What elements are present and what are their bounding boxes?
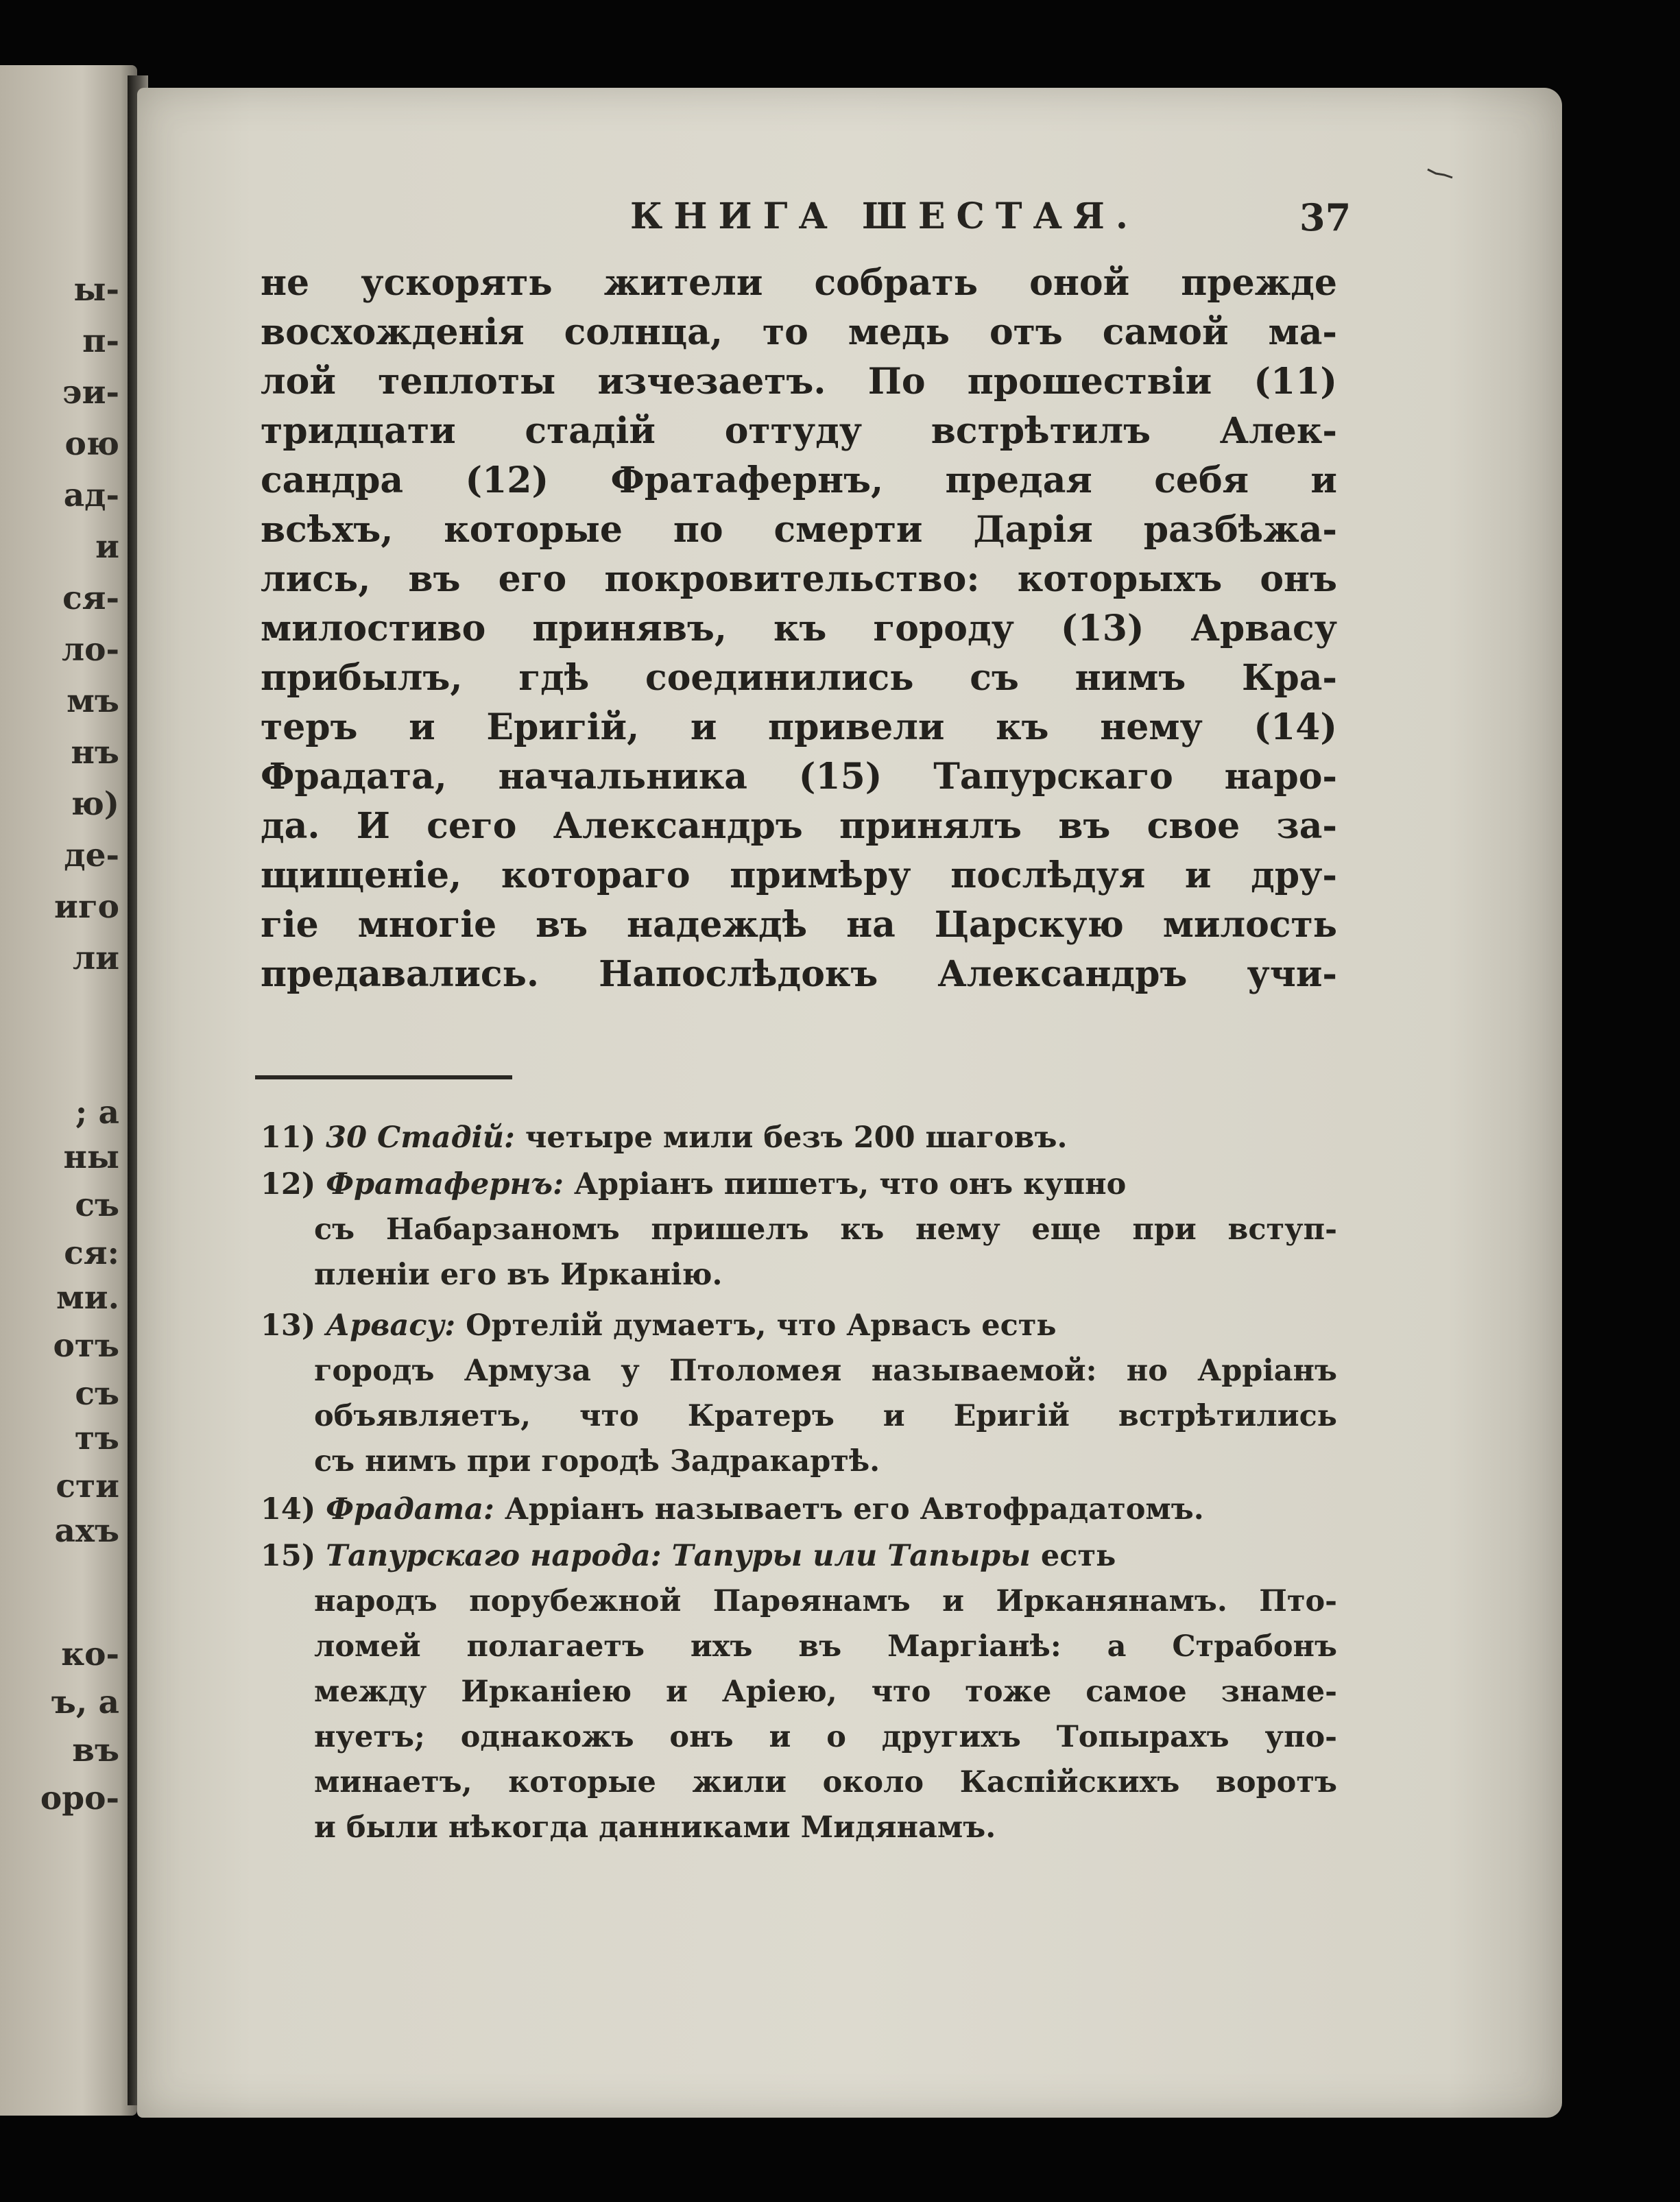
body-line: щищеніе, котораго примѣру послѣдуя и дру- bbox=[261, 854, 1337, 896]
footnote-term: Арвасу: bbox=[326, 1308, 456, 1343]
footnote-12-line: съ Набарзаномъ пришелъ къ нему еще при вступ- bbox=[314, 1212, 1337, 1247]
footnote-15-line: и были нѣкогда данниками Мидянамъ. bbox=[314, 1810, 996, 1845]
left-page-fragment: п- bbox=[82, 322, 119, 360]
footnote-14 bbox=[261, 1489, 1337, 1529]
left-page-fragment: ко- bbox=[61, 1636, 119, 1673]
body-line: не ускорять жители собрать оной прежде bbox=[261, 262, 1337, 304]
body-line: предавались. Напослѣдокъ Александръ учи- bbox=[261, 953, 1337, 995]
left-page-fragment: съ bbox=[75, 1186, 119, 1224]
footnote-term: Фрадата: bbox=[326, 1492, 494, 1527]
left-page-fragment: ся: bbox=[64, 1234, 119, 1272]
ink-blemish bbox=[1426, 167, 1454, 180]
body-line: лой теплоты изчезаетъ. По прошествіи (11) bbox=[261, 361, 1337, 403]
body-line: Фрадата, начальника (15) Тапурскаго наро- bbox=[261, 756, 1337, 798]
left-page-fragment: ою bbox=[64, 425, 119, 463]
body-line: восхожденія солнца, то медь отъ самой ма- bbox=[261, 311, 1337, 353]
footnote-15-line: нуетъ; однакожъ онъ и о другихъ Топырахъ упо- bbox=[314, 1720, 1337, 1754]
left-page-fragment: ми. bbox=[56, 1279, 119, 1317]
footnote-11 bbox=[261, 1118, 1337, 1158]
page-number: 37 bbox=[1299, 195, 1352, 239]
right-page bbox=[137, 88, 1562, 2118]
footnote-number: 13) bbox=[261, 1308, 316, 1343]
footnote-15 bbox=[261, 1536, 1337, 1576]
footnote-15-line: между Ирканіею и Аріею, что тоже самое знаме- bbox=[314, 1675, 1337, 1709]
body-line: прибылъ, гдѣ соединились съ нимъ Кра- bbox=[261, 657, 1337, 699]
body-line: милостиво принявъ, къ городу (13) Арвасу bbox=[261, 608, 1337, 649]
footnote-text: есть bbox=[1040, 1539, 1116, 1573]
body-line: теръ и Еригій, и привели къ нему (14) bbox=[261, 706, 1337, 748]
left-page-fragment: де- bbox=[64, 837, 119, 874]
footnote-text: четыре мили безъ 200 шаговъ. bbox=[525, 1121, 1068, 1155]
footnote-number: 15) bbox=[261, 1539, 316, 1573]
left-page-fragment: оро- bbox=[40, 1780, 119, 1817]
body-line: сандра (12) Фратафернъ, предая себя и bbox=[261, 459, 1337, 501]
left-page-fragment: ло- bbox=[62, 631, 119, 669]
footnote-number: 12) bbox=[261, 1167, 316, 1201]
body-line: лись, въ его покровительство: которыхъ онъ bbox=[261, 558, 1337, 600]
footnote-term: Тапурскаго народа: Тапуры или Тапыры bbox=[326, 1539, 1031, 1573]
left-page-fragment: ы- bbox=[73, 271, 119, 309]
left-page-fragment: ад- bbox=[63, 477, 119, 514]
footnote-number: 14) bbox=[261, 1492, 316, 1527]
footnote-13-line: городъ Армуза у Птоломея называемой: но Арріанъ bbox=[314, 1354, 1337, 1388]
footnote-15-line: ломей полагаетъ ихъ въ Маргіанѣ: а Страбонъ bbox=[314, 1629, 1337, 1664]
left-page-edge bbox=[0, 65, 137, 2116]
left-page-fragment: ъ, а bbox=[51, 1684, 119, 1721]
footnote-text: Арріанъ называетъ его Автофрадатомъ. bbox=[504, 1492, 1204, 1527]
footnote-rule bbox=[255, 1075, 512, 1079]
left-page-fragment: ны bbox=[63, 1138, 119, 1176]
footnote-13 bbox=[261, 1306, 1337, 1345]
footnote-12 bbox=[261, 1164, 1337, 1204]
footnote-number: 11) bbox=[261, 1121, 316, 1155]
left-page-fragment: въ bbox=[72, 1732, 119, 1769]
left-page-fragment: ; а bbox=[75, 1094, 119, 1132]
footnote-text: Арріанъ пишетъ, что онъ купно bbox=[573, 1167, 1127, 1201]
left-page-fragment: сти bbox=[56, 1468, 119, 1505]
body-line: всѣхъ, которые по смерти Дарія разбѣжа- bbox=[261, 509, 1337, 551]
left-page-fragment: эи- bbox=[62, 374, 119, 411]
footnote-term: Фратафернъ: bbox=[326, 1167, 564, 1201]
left-page-fragment: ся- bbox=[62, 579, 119, 617]
footnote-13-line: объявляетъ, что Кратеръ и Еригій встрѣтились bbox=[314, 1399, 1337, 1433]
left-page-fragment: ли bbox=[73, 940, 119, 977]
footnote-text: Ортелій думаетъ, что Арвасъ есть bbox=[466, 1308, 1057, 1343]
running-head: КНИГА ШЕСТАЯ. bbox=[630, 195, 1139, 237]
footnote-term: 30 Стадій: bbox=[326, 1121, 515, 1155]
footnote-12-line: пленіи его въ Ирканію. bbox=[314, 1258, 723, 1292]
body-line: гіе многіе въ надеждѣ на Царскую милость bbox=[261, 904, 1337, 946]
body-line: тридцати стадій оттуду встрѣтилъ Алек- bbox=[261, 410, 1337, 452]
footnote-15-line: народъ порубежной Парѳянамъ и Ирканянамъ. Пто- bbox=[314, 1584, 1337, 1618]
left-page-fragment: мъ bbox=[67, 682, 119, 720]
left-page-fragment: отъ bbox=[53, 1327, 119, 1365]
left-page-fragment: и bbox=[95, 528, 119, 566]
left-page-fragment: ахъ bbox=[54, 1512, 119, 1550]
footnote-15-line: минаетъ, которые жили около Каспійскихъ воротъ bbox=[314, 1765, 1337, 1799]
left-page-fragment: съ bbox=[75, 1375, 119, 1413]
left-page-fragment: тъ bbox=[74, 1420, 119, 1457]
left-page-fragment: иго bbox=[53, 888, 119, 926]
left-page-fragment: ю) bbox=[71, 785, 119, 823]
left-page-fragment: нъ bbox=[71, 734, 119, 771]
footnote-13-line: съ нимъ при городѣ Задракартѣ. bbox=[314, 1444, 880, 1479]
body-line: да. И сего Александръ принялъ въ свое за- bbox=[261, 805, 1337, 847]
